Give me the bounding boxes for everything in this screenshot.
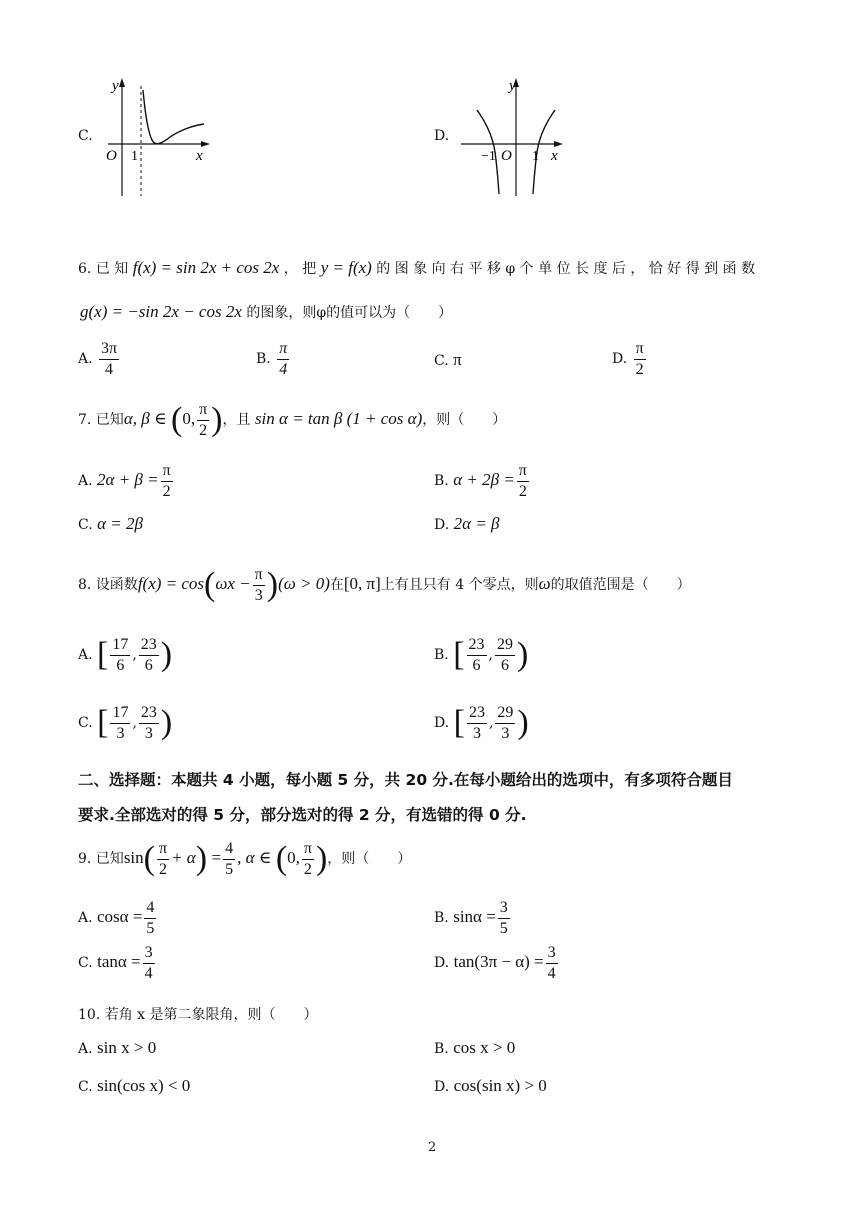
q9-option-d: D. tan(3π − α) = $\frac{3}{4}$ [434, 944, 556, 982]
q9-option-c: C. tanα = $\frac{3}{4}$ [78, 944, 153, 982]
graph-d-one: 1 [532, 149, 539, 164]
fraction: $\frac{3\pi}{4}$ [101, 340, 118, 378]
page-number: 2 [428, 1140, 437, 1155]
option-label: B. [256, 351, 271, 368]
section2-line2: 要求.全部选对的得 5 分，部分选对的得 2 分，有选错的得 0 分. [78, 806, 527, 824]
graph-c-y-label: y [112, 78, 119, 94]
q6-line1 [78, 258, 755, 278]
graph-d-origin: O [501, 148, 512, 164]
q6-option-c: C. π [434, 350, 462, 369]
q8-stem: 8. 设函数f(x) = cos(ωx − $\frac{\pi}{3}$ )(ω > 0)在[0, π]上有且只有 4 个零点，则ω的取值范围是（ ） [78, 566, 691, 604]
option-label: C. [434, 353, 449, 369]
q6-text3: 的 图 象 向 右 平 移 φ 个 单 位 长 度 后 ， 恰 好 得 到 函 数 [376, 261, 756, 277]
q9-option-b: B. sinα = $\frac{3}{5}$ [434, 899, 508, 937]
graph-c-x-arrow [201, 141, 210, 147]
graph-d-y-label: y [509, 78, 516, 94]
q10-option-a: A. sin x > 0 [78, 1038, 157, 1057]
graph-c-curve [143, 90, 204, 144]
q10-option-b: B. cos x > 0 [434, 1038, 516, 1057]
q10-stem: 10. 若角 x 是第二象限角，则（ ） [78, 1007, 318, 1023]
graph-c-one: 1 [131, 149, 138, 164]
graph-c-y-arrow [119, 78, 125, 87]
q6-option-b [256, 340, 291, 378]
fraction: $\frac{\pi}{4}$ [279, 340, 288, 378]
q8-option-c: C. [ $\frac{17}{3}$ , $\frac{23}{3}$ ) [78, 704, 173, 742]
q7-option-a: A. 2α + β = $\frac{\pi}{2}$ [78, 462, 171, 500]
graph-c-x-label: x [196, 148, 203, 164]
q7-option-b: B. α + 2β = $\frac{\pi}{2}$ [434, 462, 527, 500]
q6-text2: ， 把 [283, 261, 317, 277]
q6-f-definition: f(x) = sin 2x + cos 2x [132, 258, 280, 277]
q10-option-d: D. cos(sin x) > 0 [434, 1076, 547, 1095]
q10-option-c: C. sin(cos x) < 0 [78, 1076, 191, 1095]
q9-stem: 9. 已知sin( $\frac{\pi}{2}$ + α) = $\frac{4}{5}$ , α ∈ (0, $\frac{\pi}{2}$ )，则（ ） [78, 840, 412, 878]
graph-d-label: D. [434, 128, 450, 144]
graph-d-x-label: x [551, 148, 558, 164]
q8-option-d: D. [ $\frac{23}{3}$ , $\frac{29}{3}$ ) [434, 704, 529, 742]
q8-option-b: B. [ $\frac{23}{6}$ , $\frac{29}{6}$ ) [434, 636, 529, 674]
option-label: D. [612, 351, 628, 368]
q6-g-definition: g(x) = −sin 2x − cos 2x [80, 302, 242, 321]
fraction: $\frac{\pi}{2}$ [518, 462, 527, 500]
fraction: $\frac{\pi}{2}$ [162, 462, 171, 500]
q6-line2 [80, 302, 452, 322]
q7-option-c: C. α = 2β [78, 514, 143, 533]
q7-stem: 7. 已知α, β ∈ (0, $\frac{\pi}{2}$ )，且 sin α = tan β (1 + cos α)，则（ ） [78, 401, 507, 439]
option-label: A. [78, 351, 93, 368]
fraction: $\frac{\pi}{2}$ [199, 401, 208, 439]
q6-text4: 的图象，则φ的值可以为（ ） [246, 305, 453, 321]
q7-option-d: D. 2α = β [434, 514, 500, 533]
fraction: $\frac{\pi}{3}$ [254, 566, 263, 604]
section2-line1: 二、选择题：本题共 4 小题，每小题 5 分，共 20 分.在每小题给出的选项中，有多项符合题目 [78, 771, 733, 789]
graph-c [100, 72, 215, 200]
q9-option-a: A. cosα = $\frac{4}{5}$ [78, 899, 155, 937]
graph-c-label: C. [78, 128, 93, 144]
q6-y-definition: y = f(x) [320, 258, 372, 277]
q6-number: 6. [78, 261, 92, 277]
graph-d-x-arrow [554, 141, 563, 147]
q8-option-a: A. [ $\frac{17}{6}$ , $\frac{23}{6}$ ) [78, 636, 173, 674]
q6-text1: 已 知 [95, 261, 129, 277]
q7-equation: sin α = tan β (1 + cos α) [254, 409, 423, 429]
q6-option-a [78, 340, 121, 378]
fraction: $\frac{\pi}{2}$ [635, 340, 644, 378]
graph-c-origin: O [106, 148, 117, 164]
q7-vars: α, β ∈ [123, 409, 167, 429]
graph-d-neg-one: −1 [481, 149, 496, 164]
q6-option-d [612, 340, 648, 378]
graph-d [457, 72, 567, 200]
